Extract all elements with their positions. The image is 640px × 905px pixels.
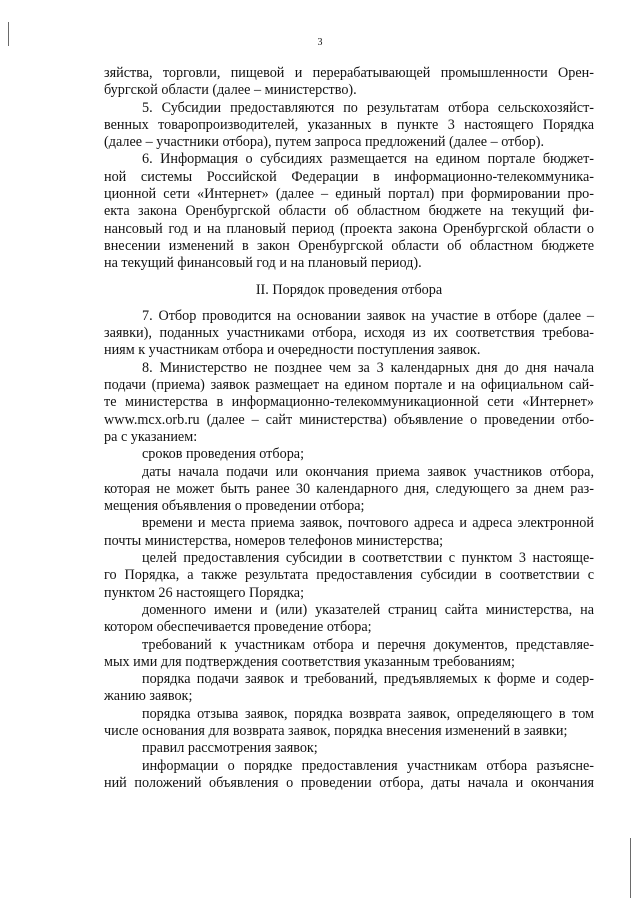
text-line: правил рассмотрения заявок; [142,740,318,757]
text-line: нансовый год и на плановый период (проекта закона Оренбургской области о [104,220,594,237]
text-line: требований к участникам отбора и перечня документов, представляе- [142,636,594,653]
text-line: ра с указанием: [104,428,198,445]
text-line: даты начала подачи или окончания приема заявок участников отбора, [142,463,594,480]
text-line: зяйства, торговли, пищевой и перерабатывающей промышленности Орен- [104,65,594,81]
text-line: доменного имени и (или) указателей страниц сайта министерства, на [142,601,594,618]
text-line: почты министерства, номеров телефонов министерства; [104,532,444,549]
text-line: ционной сети «Интернет» (далее – единый портал) при формировании про- [104,186,594,203]
text-line: порядка подачи заявок и требований, предъявляемых к форме и содер- [142,671,594,688]
text-line: подачи (приема) заявок размещает на едином портале и на официальном сай- [104,377,594,394]
text-line: мых ими для подтверждения соответствия указанным требованиям; [104,653,515,670]
text-line: 6. Информация о субсидиях размещается на едином портале бюджет- [142,151,594,168]
text-line: мещения объявления о проведении отбора; [104,498,365,515]
page-number: 3 [317,37,323,48]
text-line: екта закона Оренбургской области об областном бюджете на текущий фи- [104,203,594,220]
text-line: www.mcx.orb.ru (далее – сайт министерства) объявление о проведении отбо- [104,411,594,428]
text-line: числе основания для возврата заявок, порядка внесения изменений в заявки; [104,722,568,739]
document-body [104,65,594,792]
text-line: сроков проведения отбора; [142,446,305,463]
text-line: заявки), поданных участниками отбора, исходя из их соответствия требова- [104,325,594,342]
text-line: времени и места приема заявок, почтового адреса и адреса электронной [142,515,594,532]
text-line: информации о порядке предоставления участникам отбора разъясне- [142,757,594,774]
text-line: венных товаропроизводителей, указанных в пункте 3 настоящего Порядка [104,116,594,133]
text-line: ной системы Российской Федерации в информационно-телекоммуника- [104,168,594,185]
text-line: которая не может быть ранее 30 календарного дня, следующего за днем раз- [104,480,594,497]
text-line: 7. Отбор проводится на основании заявок на участие в отборе (далее – [142,307,594,324]
text-line: 5. Субсидии предоставляются по результатам отбора сельскохозяйст- [142,99,594,116]
text-line: пунктом 26 настоящего Порядка; [104,584,305,601]
text-line: (далее – участники отбора), путем запроса предложений (далее – отбор). [104,134,545,151]
text-line: на текущий финансовый год и на плановый период). [104,255,422,272]
text-line: жанию заявок; [104,688,193,705]
text-line: внесении изменений в закон Оренбургской области об областном бюджете [104,237,594,254]
text-line: целей предоставления субсидии в соответствии с пунктом 3 настояще- [142,550,594,567]
section-heading: II. Порядок проведения отбора [255,281,443,298]
text-line: те министерства в информационно-телекоммуникационной сети «Интернет» [104,394,594,411]
text-line: котором обеспечивается проведение отбора; [104,619,372,636]
text-line: 8. Министерство не позднее чем за 3 календарных дня до дня начала [142,359,594,376]
text-line: ний положений объявления о проведении отбора, даты начала и окончания [104,774,594,791]
text-line: ниям к участникам отбора и очередности поступления заявок. [104,342,481,359]
text-line: порядка отзыва заявок, порядка возврата заявок, определяющего в том [142,705,594,722]
scan-edge-mark-right [630,838,631,898]
text-line: го Порядка, а также результата предоставления субсидии в соответствии с [104,567,594,584]
text-line: бургской области (далее – министерство). [104,82,357,99]
